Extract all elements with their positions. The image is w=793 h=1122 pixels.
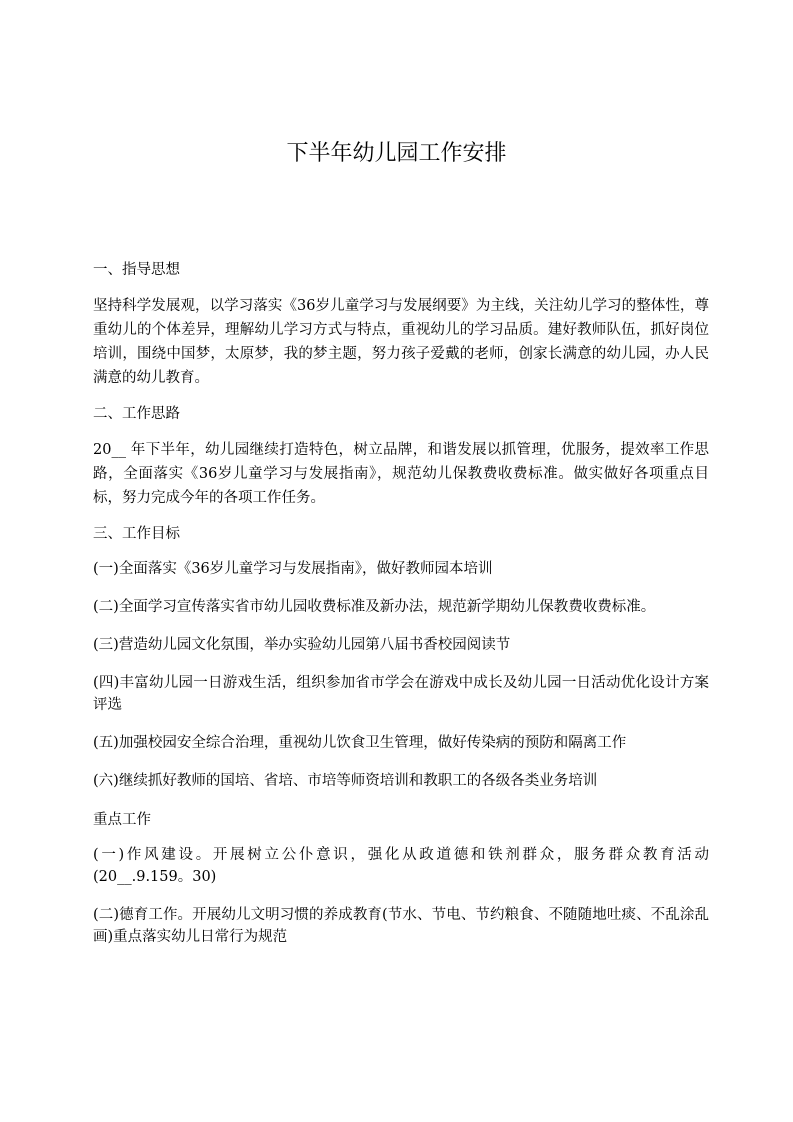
document-body (93, 258, 709, 964)
section-paragraph: 20__ 年下半年，幼儿园继续打造特色，树立品牌，和谐发展以抓管理，优服务，提效率工作思路，全面落实《36岁儿童学习与发展指南》，规范幼儿保教费收费标准。做实做好各项重点目标，努力完成今年的各项工作任务。 (93, 442, 709, 506)
section-heading: 三、工作目标 (93, 526, 180, 542)
section-work-approach (93, 402, 709, 510)
section-key-work (93, 808, 709, 948)
section-heading: 二、工作思路 (93, 406, 180, 422)
section-heading: 重点工作 (93, 812, 151, 828)
section-heading: 一、指导思想 (93, 262, 180, 278)
list-item: (一)作风建设。开展树立公仆意识，强化从政道德和铁剂群众，服务群众教育活动(20__.9.159。30) (93, 847, 709, 885)
list-item: (二)德育工作。开展幼儿文明习惯的养成教育(节水、节电、节约粮食、不随随地吐痰、不乱涂乱画)重点落实幼儿日常行为规范 (93, 907, 709, 945)
section-paragraph: 坚持科学发展观，以学习落实《36岁儿童学习与发展纲要》为主线，关注幼儿学习的整体性，尊重幼儿的个体差异，理解幼儿学习方式与特点，重视幼儿的学习品质。建好教师队伍，抓好岗位培训，围绕中国梦，太原梦，我的梦主题，努力孩子爱戴的老师，创家长满意的幼儿园，办人民满意的幼儿教育。 (93, 298, 709, 386)
section-work-goals (93, 522, 709, 792)
list-item: (二)全面学习宣传落实省市幼儿园收费标准及新办法，规范新学期幼儿保教费收费标准。 (93, 599, 656, 615)
list-item: (五)加强校园安全综合治理，重视幼儿饮食卫生管理，做好传染病的预防和隔离工作 (93, 735, 627, 751)
list-item: (六)继续抓好教师的国培、省培、市培等师资培训和教职工的各级各类业务培训 (93, 773, 598, 789)
section-guiding-thought (93, 258, 709, 390)
list-item: (四)丰富幼儿园一日游戏生活，组织参加省市学会在游戏中成长及幼儿园一日活动优化设计方案评选 (93, 675, 709, 713)
list-item: (一)全面落实《36岁儿童学习与发展指南》，做好教师园本培训 (93, 561, 493, 577)
page-title: 下半年幼儿园工作安排 (286, 141, 507, 166)
list-item: (三)营造幼儿园文化氛围，举办实验幼儿园第八届书香校园阅读节 (93, 637, 511, 653)
